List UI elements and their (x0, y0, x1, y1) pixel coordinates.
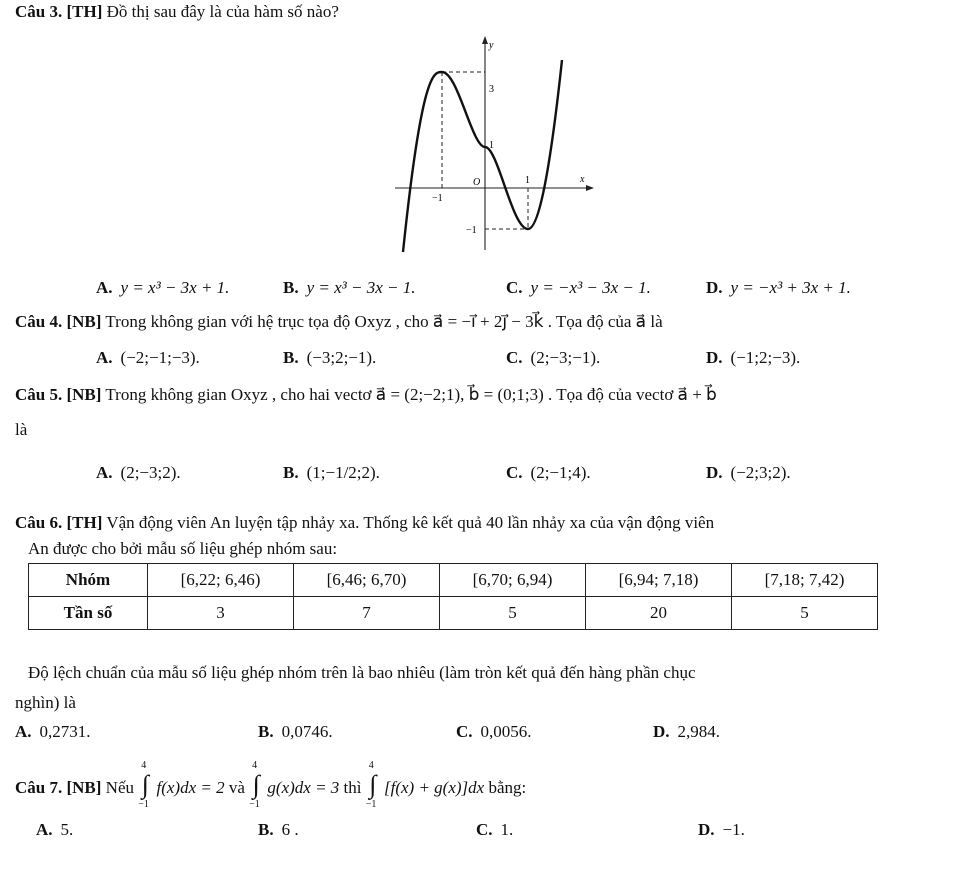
q7-option-b[interactable]: B. 6 . (258, 820, 299, 839)
integral-sign: 4 ∫ −1 (249, 760, 260, 810)
q7-equals: bằng: (488, 778, 527, 797)
q6-stem (15, 513, 714, 533)
table-cell-group: [6,70; 6,94) (440, 564, 586, 597)
q5-stem-cont: là (15, 420, 28, 439)
table-head-group: Nhóm (29, 564, 148, 597)
graph-tick-y-1: 1 (489, 140, 494, 151)
q7-expr3: [f(x) + g(x)]dx (384, 778, 485, 797)
table-cell-group: [7,18; 7,42) (732, 564, 878, 597)
graph-tick-x-neg: −1 (432, 193, 443, 204)
q6-label: Câu 6. [TH] (15, 513, 103, 532)
q5-option-c[interactable]: C. (2;−1;4). (506, 463, 591, 482)
table-cell-frequency: 5 (440, 597, 586, 630)
table-cell-frequency: 5 (732, 597, 878, 630)
q6-option-d[interactable]: D. 2,984. (653, 722, 721, 741)
q4-text: Trong không gian với hệ trục tọa độ Oxyz , cho a⃗ = −i⃗ + 2j⃗ − 3k⃗ . Tọa độ của a⃗ là (105, 312, 663, 331)
q7-option-c[interactable]: C. 1. (476, 820, 514, 839)
q7-expr2: g(x)dx = 3 (267, 778, 340, 797)
q3-text: Đồ thị sau đây là của hàm số nào? (106, 2, 339, 21)
table-row (29, 564, 878, 597)
q5-label: Câu 5. [NB] (15, 385, 102, 404)
graph-label-x: x (580, 174, 585, 185)
table-cell-frequency: 7 (294, 597, 440, 630)
q7-and: và (228, 778, 245, 797)
table-cell-frequency: 20 (586, 597, 732, 630)
q6-question: Độ lệch chuẩn của mẫu số liệu ghép nhóm trên là bao nhiêu (làm tròn kết quả đến hàng phần chục (28, 663, 696, 682)
q7-then: thì (343, 778, 362, 797)
q5-option-d[interactable]: D. (−2;3;2). (706, 463, 791, 482)
q3-option-a[interactable]: A. y = x³ − 3x + 1. (96, 278, 230, 297)
table-row (29, 597, 878, 630)
q6-question-cont: nghìn) là (15, 693, 76, 712)
q3-option-d[interactable]: D. y = −x³ + 3x + 1. (706, 278, 851, 297)
q6-frequency-table (28, 563, 878, 630)
graph-x-arrow (586, 185, 594, 191)
q6-stem-cont: An được cho bởi mẫu số liệu ghép nhóm sau: (28, 539, 338, 558)
graph-label-origin: O (473, 177, 481, 188)
q7-option-a[interactable]: A. 5. (36, 820, 74, 839)
q4-option-c[interactable]: C. (2;−3;−1). (506, 348, 601, 367)
q3-option-c[interactable]: C. y = −x³ − 3x − 1. (506, 278, 651, 297)
graph-label-y: y (489, 40, 494, 51)
table-cell-frequency: 3 (148, 597, 294, 630)
table-head-frequency: Tần số (29, 597, 148, 630)
q5-option-a[interactable]: A. (2;−3;2). (96, 463, 181, 482)
graph-curve (403, 60, 562, 252)
table-cell-group: [6,46; 6,70) (294, 564, 440, 597)
q7-expr1: f(x)dx = 2 (156, 778, 225, 797)
q7-if: Nếu (105, 778, 134, 797)
integral-sign: 4 ∫ −1 (365, 760, 377, 810)
q6-option-c[interactable]: C. 0,0056. (456, 722, 532, 741)
q4-option-a[interactable]: A. (−2;−1;−3). (96, 348, 200, 367)
q7-label: Câu 7. [NB] (15, 778, 102, 797)
graph-y-arrow (482, 36, 488, 44)
q3-stem (15, 2, 339, 22)
table-cell-group: [6,22; 6,46) (148, 564, 294, 597)
q4-stem (15, 312, 663, 332)
graph-tick-y-3: 3 (489, 84, 494, 95)
graph-tick-y-neg1: −1 (466, 225, 477, 236)
q5-text: Trong không gian Oxyz , cho hai vectơ a⃗ = (2;−2;1), b⃗ = (0;1;3) . Tọa độ của vectơ a⃗ + b⃗ (105, 385, 717, 404)
q6-option-a[interactable]: A. 0,2731. (15, 722, 91, 741)
q7-option-d[interactable]: D. −1. (698, 820, 745, 839)
q3-label: Câu 3. [TH] (15, 2, 103, 21)
q6-text: Vận động viên An luyện tập nhảy xa. Thống kê kết quả 40 lần nhảy xa của vận động viên (106, 513, 715, 532)
q3-option-b[interactable]: B. y = x³ − 3x − 1. (283, 278, 416, 297)
integral-sign: 4 ∫ −1 (138, 760, 149, 810)
q5-stem (15, 385, 717, 405)
q6-option-b[interactable]: B. 0,0746. (258, 722, 333, 741)
q7-stem (15, 760, 527, 810)
q4-label: Câu 4. [NB] (15, 312, 102, 331)
q3-graph (390, 30, 610, 260)
q4-option-b[interactable]: B. (−3;2;−1). (283, 348, 377, 367)
q4-option-d[interactable]: D. (−1;2;−3). (706, 348, 801, 367)
q5-option-b[interactable]: B. (1;−1/2;2). (283, 463, 380, 482)
graph-tick-x-pos: 1 (525, 175, 530, 186)
table-cell-group: [6,94; 7,18) (586, 564, 732, 597)
